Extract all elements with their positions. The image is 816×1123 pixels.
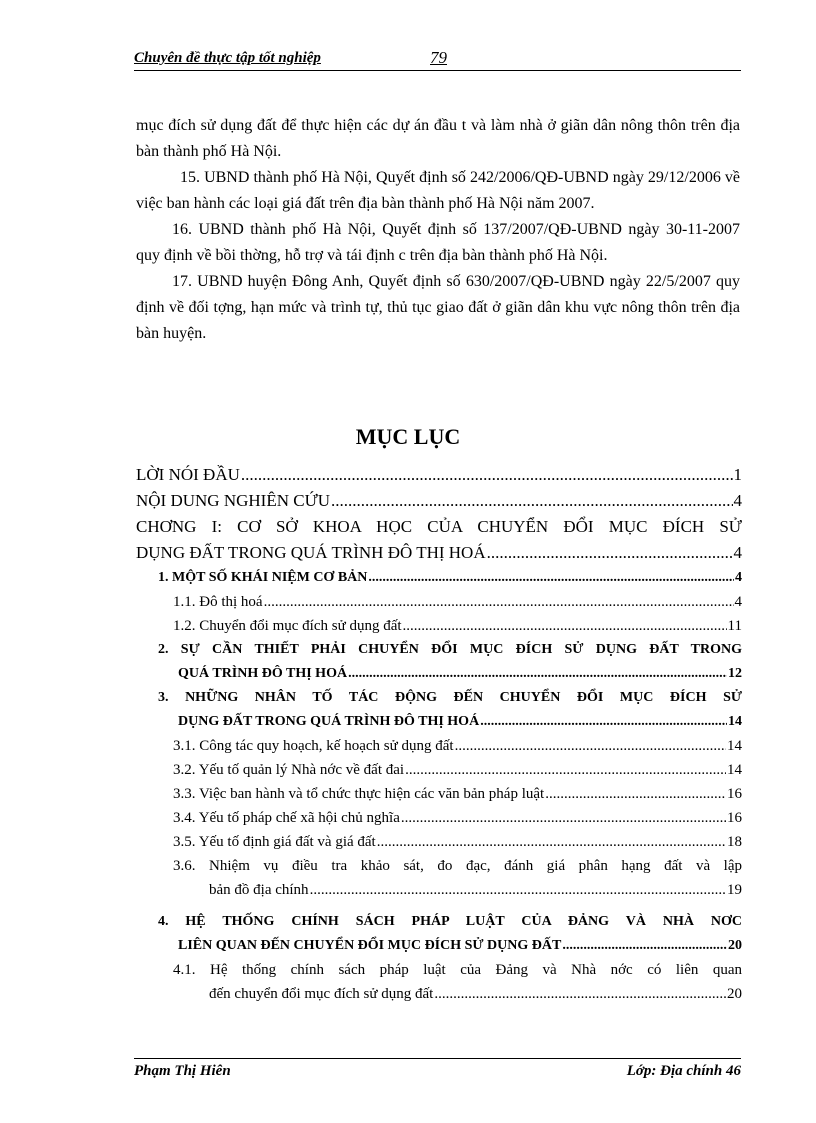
toc-entry-text: 1.2. Chuyển đổi mục đích sử dụng đất: [173, 618, 402, 634]
toc-entry[interactable]: [158, 566, 742, 590]
toc-entry-page: 4: [733, 491, 742, 510]
toc-entry[interactable]: [158, 910, 742, 958]
footer-class: Lớp: Địa chính 46: [626, 1063, 741, 1079]
reference-item: 16. UBND thành phố Hà Nội, Quyết định số 137/2007/QĐ-UBND ngày 30-11-2007 quy định về bồi thờng, hỗ trợ và tái định c trên địa bàn thành phố Hà Nội.: [136, 221, 740, 264]
toc-entry-page: 14: [727, 762, 742, 778]
toc-entry-page: 20: [727, 986, 742, 1002]
toc-entry[interactable]: [173, 958, 742, 1006]
toc-entry-page: 11: [727, 618, 742, 634]
toc-entry-page: 16: [727, 810, 742, 826]
dot-leader: [348, 662, 727, 686]
dot-leader: [562, 934, 727, 958]
page-footer: [134, 1058, 741, 1079]
toc-entry-page: 4: [734, 594, 742, 610]
toc-entry-text: NỘI DUNG NGHIÊN CỨU: [136, 491, 331, 510]
dot-leader: [455, 734, 726, 758]
dot-leader: [403, 614, 727, 638]
page-number: 79: [430, 48, 447, 67]
toc-entry-text: 1. MỘT SỐ KHÁI NIỆM CƠ BẢN: [158, 570, 368, 585]
toc-entry[interactable]: [173, 734, 742, 758]
toc-entry-text-line1: 4. HỆ THỐNG CHÍNH SÁCH PHÁP LUẬT CỦA ĐẢNG VÀ NHÀ NƠC: [158, 914, 742, 929]
toc-title: MỤC LỤC: [355, 424, 461, 449]
toc-entry-page: 14: [727, 738, 742, 754]
reference-item: 15. UBND thành phố Hà Nội, Quyết định số 242/2006/QĐ-UBND ngày 29/12/2006 về việc ban hành các loại giá đất trên địa bàn thành phố Hà Nội năm 2007.: [136, 169, 740, 212]
toc-entry-text: 3.3. Việc ban hành và tổ chức thực hiện các văn bản pháp luật: [173, 786, 545, 802]
references-section: [136, 113, 740, 347]
toc-entry[interactable]: [158, 686, 742, 734]
toc-entry-text-line1: 2. SỰ CẦN THIẾT PHẢI CHUYỂN ĐỔI MỤC ĐÍCH SỬ DỤNG ĐẤT TRONG: [158, 642, 742, 657]
toc-entry-text: 3.1. Công tác quy hoạch, kế hoạch sử dụng đất: [173, 738, 454, 754]
dot-leader: [405, 758, 726, 782]
toc-entry-text-line1: 4.1. Hệ thống chính sách pháp luật của Đảng và Nhà nớc có liên quan: [173, 962, 742, 978]
toc-entry-text: DỤNG ĐẤT TRONG QUÁ TRÌNH ĐÔ THỊ HOÁ: [136, 543, 486, 562]
toc-entry[interactable]: [136, 462, 742, 488]
toc-entry-text: DỤNG ĐẤT TRONG QUÁ TRÌNH ĐÔ THỊ HOÁ: [178, 714, 480, 729]
toc-entry-text: LỜI NÓI ĐẦU: [136, 465, 240, 484]
toc-entry-page: 12: [728, 666, 742, 681]
page-header: [134, 50, 741, 71]
header-title: Chuyên đề thực tập tốt nghiệp: [134, 50, 321, 66]
toc-entry[interactable]: [173, 614, 742, 638]
toc-entry-text-line1: CHƠNG I: CƠ SỞ KHOA HỌC CỦA CHUYỂN ĐỔI MỤC ĐÍCH SỬ: [136, 517, 742, 536]
toc-entry-page: 16: [727, 786, 742, 802]
dot-leader: [241, 462, 733, 488]
toc-entry[interactable]: [173, 758, 742, 782]
toc-entry-text: đến chuyển đổi mục đích sử dụng đất: [209, 986, 434, 1002]
toc-entry[interactable]: [136, 514, 742, 566]
toc-entry-page: 4: [735, 570, 742, 585]
dot-leader: [434, 982, 726, 1006]
toc-entry-text-line1: 3.6. Nhiệm vụ điều tra khảo sát, đo đạc, đánh giá phân hạng đất và lập: [173, 858, 742, 874]
dot-leader: [487, 540, 733, 566]
toc-entry[interactable]: [173, 782, 742, 806]
toc-entry-text: 1.1. Đô thị hoá: [173, 594, 263, 610]
toc-entry-text: bản đồ địa chính: [209, 882, 309, 898]
dot-leader: [368, 566, 734, 590]
toc-entry-text-line1: 3. NHỮNG NHÂN TỐ TÁC ĐỘNG ĐẾN CHUYỂN ĐỔI MỤC ĐÍCH SỬ: [158, 690, 742, 705]
dot-leader: [310, 878, 726, 902]
toc-entry[interactable]: [158, 638, 742, 686]
toc-entry-page: 18: [727, 834, 742, 850]
toc-entry-page: 1: [733, 465, 742, 484]
dot-leader: [545, 782, 726, 806]
toc-entry[interactable]: [173, 854, 742, 902]
toc-entry[interactable]: [173, 830, 742, 854]
reference-item: mục đích sử dụng đất để thực hiện các dự án đầu t và làm nhà ở giãn dân nông thôn trên địa bàn thành phố Hà Nội.: [136, 117, 740, 160]
toc-entry-text: 3.4. Yếu tố pháp chế xã hội chủ nghĩa: [173, 810, 400, 826]
footer-author: Phạm Thị Hiên: [134, 1063, 231, 1079]
toc-entry-page: 4: [733, 543, 742, 562]
dot-leader: [377, 830, 726, 854]
toc-entry[interactable]: [173, 806, 742, 830]
toc-entry-page: 14: [728, 714, 742, 729]
toc-entry[interactable]: [136, 488, 742, 514]
dot-leader: [264, 590, 734, 614]
toc-entry-page: 20: [728, 938, 742, 953]
toc-entry-text: 3.2. Yếu tố quản lý Nhà nớc về đất đai: [173, 762, 405, 778]
table-of-contents: [136, 462, 742, 1006]
reference-item: 17. UBND huyện Đông Anh, Quyết định số 630/2007/QĐ-UBND ngày 22/5/2007 quy định về đối tợng, hạn mức và trình tự, thủ tục giao đất ở giãn dân khu vực nông thôn trên địa bàn huyện.: [136, 273, 740, 342]
toc-entry-text: LIÊN QUAN ĐẾN CHUYỂN ĐỔI MỤC ĐÍCH SỬ DỤNG ĐẤT: [178, 938, 562, 953]
toc-entry[interactable]: [173, 590, 742, 614]
toc-entry-text: 3.5. Yếu tố định giá đất và giá đất: [173, 834, 376, 850]
toc-entry-text: QUÁ TRÌNH ĐÔ THỊ HOÁ: [178, 666, 348, 681]
dot-leader: [401, 806, 726, 830]
dot-leader: [331, 488, 732, 514]
toc-entry-page: 19: [727, 882, 742, 898]
dot-leader: [480, 710, 727, 734]
